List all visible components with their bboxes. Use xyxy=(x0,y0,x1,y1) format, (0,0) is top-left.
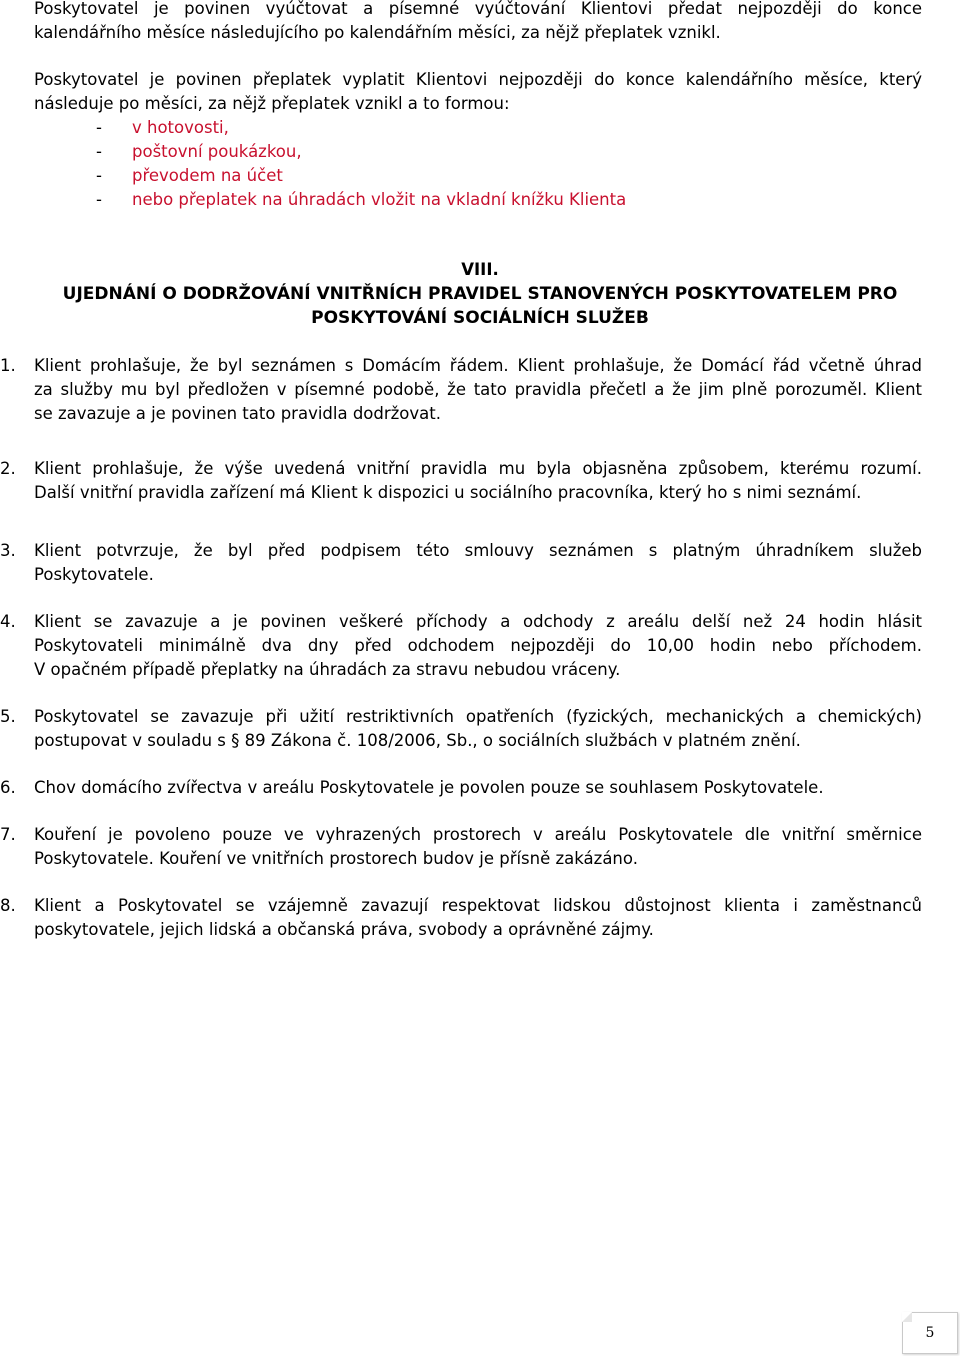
clause-number: 5. xyxy=(0,707,16,726)
clause-line: V opačném případě přeplatky na úhradách za stravu nebudou vráceny. xyxy=(34,660,621,679)
list-item: převodem na účet xyxy=(132,166,283,185)
clause-line: Chov domácího zvířectva v areálu Poskytovatele je povolen pouze se souhlasem Poskytovatele. xyxy=(34,778,824,797)
clause-line: Poskytovateli minimálně dva dny před odchodem nejpozději do 10,00 hodin nebo příchodem. xyxy=(34,636,922,655)
list-dash: - xyxy=(96,190,102,209)
list-dash: - xyxy=(96,118,102,137)
clause-number: 7. xyxy=(0,825,16,844)
list-dash: - xyxy=(96,166,102,185)
clause-line: Poskytovatele. xyxy=(34,565,154,584)
clause-line: Poskytovatele. Kouření ve vnitřních prostorech budov je přísně zakázáno. xyxy=(34,849,638,868)
clause-line: Klient a Poskytovatel se vzájemně zavazují respektovat lidskou důstojnost klienta i zaměstnanců xyxy=(34,896,922,915)
clause-number: 3. xyxy=(0,541,16,560)
clause-number: 1. xyxy=(0,356,16,375)
clause-line: Klient prohlašuje, že byl seznámen s Domácím řádem. Klient prohlašuje, že Domácí řád včetně úhrad xyxy=(34,356,922,375)
clause-line: Klient se zavazuje a je povinen veškeré příchody a odchody z areálu delší než 24 hodin hlásit xyxy=(34,612,922,631)
list-item: v hotovosti, xyxy=(132,118,229,137)
para1-line2: kalendářního měsíce následujícího po kalendářním měsíci, za nějž přeplatek vznikl. xyxy=(34,23,721,42)
clause-line: Poskytovatel se zavazuje při užití restriktivních opatřeních (fyzických, mechanických a chemických) xyxy=(34,707,922,726)
list-item: nebo přeplatek na úhradách vložit na vkladní knížku Klienta xyxy=(132,190,627,209)
clause-line: Kouření je povoleno pouze ve vyhrazených prostorech v areálu Poskytovatele dle vnitřní směrnice xyxy=(34,825,922,844)
clause-line: Klient prohlašuje, že výše uvedená vnitřní pravidla mu byla objasněna způsobem, kterému rozumí. xyxy=(34,459,922,478)
section-title-line1: UJEDNÁNÍ O DODRŽOVÁNÍ VNITŘNÍCH PRAVIDEL STANOVENÝCH POSKYTOVATELEM PRO xyxy=(62,284,898,304)
clause-line: poskytovatele, jejich lidská a občanská práva, svobody a oprávněné zájmy. xyxy=(34,920,654,939)
list-item: poštovní poukázkou, xyxy=(132,142,302,161)
list-dash: - xyxy=(96,142,102,161)
clause-line: postupovat v souladu s § 89 Zákona č. 108/2006, Sb., o sociálních službách v platném znění. xyxy=(34,731,801,750)
page-number: 5 xyxy=(902,1312,958,1354)
clause-line: se zavazuje a je povinen tato pravidla dodržovat. xyxy=(34,404,441,423)
para1-line1: Poskytovatel je povinen vyúčtovat a písemné vyúčtování Klientovi předat nejpozději do konce xyxy=(34,0,922,18)
para2-line1: Poskytovatel je povinen přeplatek vyplatit Klientovi nejpozději do konce kalendářního měsíce, který xyxy=(34,70,922,89)
clause-line: Další vnitřní pravidla zařízení má Klient k dispozici u sociálního pracovníka, který ho s nimi seznámí. xyxy=(34,483,862,502)
section-number: VIII. xyxy=(461,260,499,279)
clause-number: 4. xyxy=(0,612,16,631)
section-title-line2: POSKYTOVÁNÍ SOCIÁLNÍCH SLUŽEB xyxy=(311,308,649,328)
clause-number: 6. xyxy=(0,778,16,797)
para2-line2: následuje po měsíci, za nějž přeplatek vznikl a to formou: xyxy=(34,94,510,113)
page-corner-fold xyxy=(902,1312,912,1322)
clause-number: 8. xyxy=(0,896,16,915)
clause-number: 2. xyxy=(0,459,16,478)
clause-line: za služby mu byl předložen v písemné podobě, že tato pravidla přečetl a že jim plně porozuměl. Klient xyxy=(34,380,922,399)
clause-line: Klient potvrzuje, že byl před podpisem této smlouvy seznámen s platným úhradníkem služeb xyxy=(34,541,922,560)
